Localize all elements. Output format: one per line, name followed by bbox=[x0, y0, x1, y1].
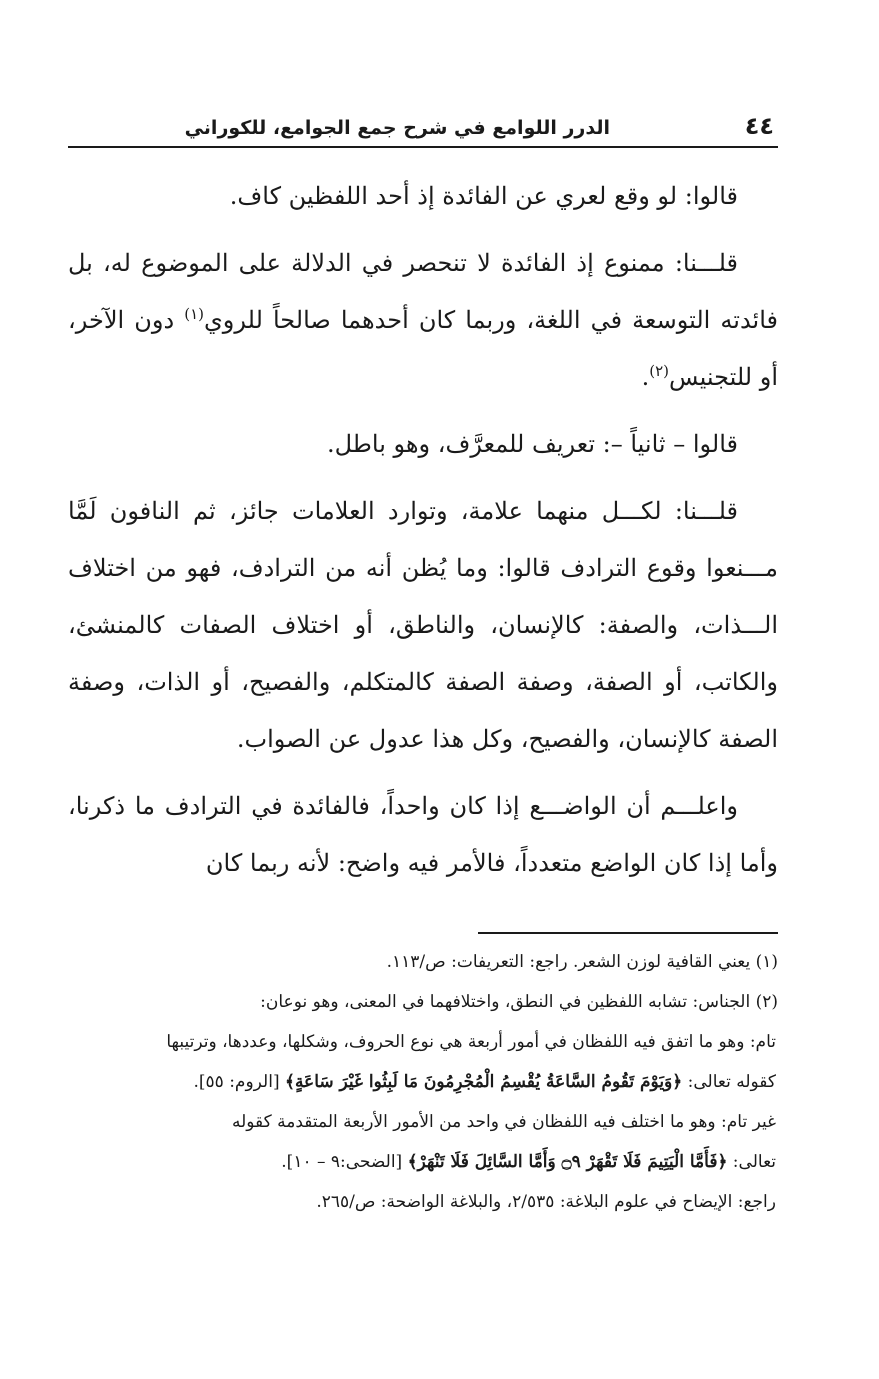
footnote-2-tam: تام: وهو ما اتفق فيه اللفظان في أمور أربعة هي نوع الحروف، وشكلها، وعددها، وترتيبها bbox=[166, 1032, 776, 1052]
running-header-title: الدرر اللوامع في شرح جمع الجوامع، للكوراني bbox=[184, 117, 610, 139]
paragraph-response-1 bbox=[68, 235, 778, 406]
footnote-text: كقوله تعالى: bbox=[682, 1072, 776, 1092]
footnote-2-ghayr-tam-example bbox=[68, 1142, 778, 1182]
paragraph-text: قلـــنا: ممنوع إذ الفائدة لا تنحصر في الدلالة على الموضوع له، بل فائدته التوسعة في اللغة، وربما كان أحدهما صالحاً للروي bbox=[68, 249, 779, 334]
quran-verse: ﴿وَيَوْمَ تَقُومُ السَّاعَةُ يُقْسِمُ الْمُجْرِمُونَ مَا لَبِثُوا غَيْرَ سَاعَةٍ﴾ bbox=[284, 1072, 683, 1092]
verse-citation: [الروم: ٥٥]. bbox=[193, 1072, 285, 1092]
paragraph-text: دون الآخر، أو للتجنيس bbox=[68, 306, 778, 391]
footnote-2: (٢) الجناس: تشابه اللفظين في النطق، واختلافهما في المعنى، وهو نوعان: bbox=[260, 992, 778, 1012]
paragraph-text: . bbox=[641, 363, 650, 391]
main-text bbox=[68, 168, 778, 892]
footnote-references: راجع: الإيضاح في علوم البلاغة: ٢/٥٣٥، والبلاغة الواضحة: ص/٢٦٥. bbox=[316, 1192, 776, 1212]
footnote-divider bbox=[478, 932, 778, 934]
running-header bbox=[68, 108, 778, 148]
footnote-1: (١) يعني القافية لوزن الشعر. راجع: التعريفات: ص/١١٣. bbox=[386, 952, 778, 972]
footnotes-section bbox=[68, 942, 778, 1222]
paragraph-objection-2: قالوا – ثانياً –: تعريف للمعرَّف، وهو باطل. bbox=[326, 430, 738, 458]
page-number: ٤٤ bbox=[744, 112, 774, 140]
footnote-ref-2[interactable]: (٢) bbox=[649, 362, 670, 380]
paragraph-note: واعلـــم أن الواضـــع إذا كان واحداً، فالفائدة في الترادف ما ذكرنا، وأما إذا كان الواضع متعدداً، فالأمر فيه واضح: لأنه ربما كان bbox=[68, 792, 778, 877]
quran-verse: ﴿فَأَمَّا الْيَتِيمَ فَلَا تَقْهَرْ ۝٩ وَأَمَّا السَّائِلَ فَلَا تَنْهَرْ﴾ bbox=[407, 1152, 728, 1172]
verse-citation: [الضحى:٩ – ١٠]. bbox=[281, 1152, 408, 1172]
footnote-ref-1[interactable]: (١) bbox=[184, 305, 205, 323]
paragraph-response-2: قلـــنا: لكـــل منهما علامة، وتوارد العلامات جائز، ثم النافون لَمَّا مـــنعوا وقوع الترادف قالوا: وما يُظن أنه من الترادف، فهو من اختلاف الـــذات، والصفة: كالإنسان، والناطق، أو اختلاف الصفات كالمنشئ، والكاتب، أو الصفة، وصفة الصفة كالمتكلم، والفصيح، أو الذات، وصفة الصفة كالإنسان، والفصيح، وكل هذا عدول عن الصواب. bbox=[68, 497, 778, 753]
paragraph-objection-1: قالوا: لو وقع لعري عن الفائدة إذ أحد اللفظين كاف. bbox=[229, 182, 738, 210]
footnote-2-ghayr-tam: غير تام: وهو ما اختلف فيه اللفظان في واحد من الأمور الأربعة المتقدمة كقوله bbox=[231, 1112, 776, 1132]
book-page bbox=[68, 108, 778, 1348]
footnote-2-tam-example bbox=[68, 1062, 778, 1102]
footnote-text: تعالى: bbox=[727, 1152, 776, 1172]
